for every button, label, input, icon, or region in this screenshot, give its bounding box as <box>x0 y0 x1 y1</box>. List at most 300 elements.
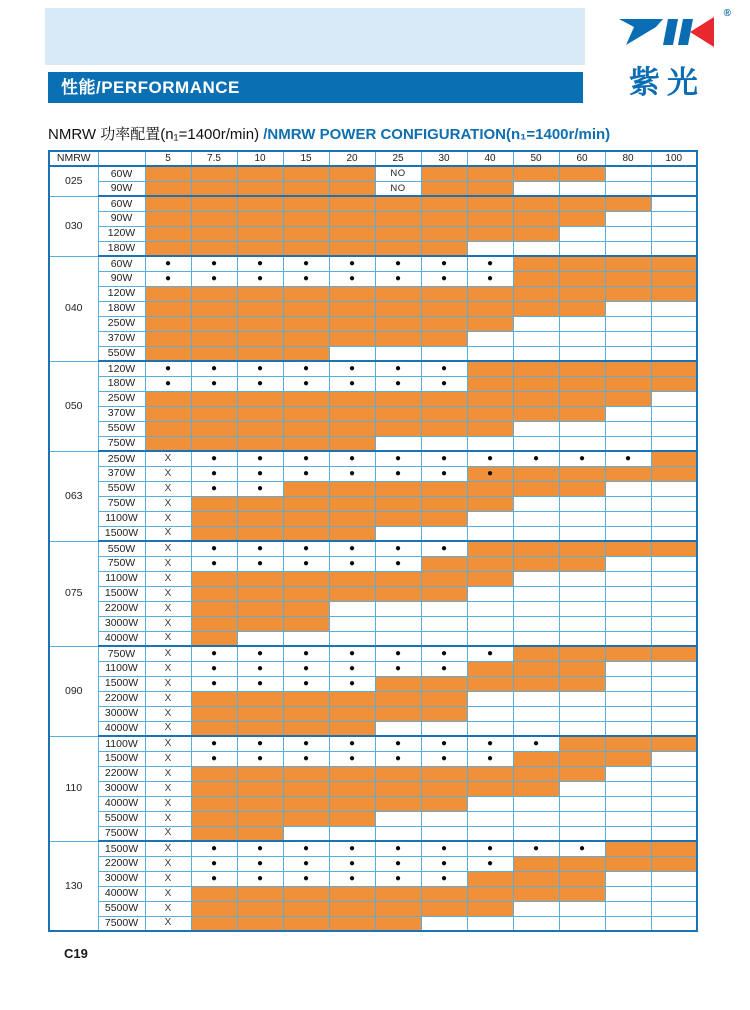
ratio-cell <box>467 286 513 301</box>
table-row <box>49 346 697 361</box>
ratio-cell: X <box>145 451 191 466</box>
ratio-cell <box>421 496 467 511</box>
ratio-cell: ● <box>329 466 375 481</box>
ratio-cell: ● <box>283 841 329 856</box>
ratio-cell <box>191 901 237 916</box>
ratio-cell <box>559 796 605 811</box>
table-row <box>49 661 697 676</box>
ratio-cell <box>605 736 651 751</box>
power-label: 1100W <box>98 511 145 526</box>
table-header-row <box>49 151 697 166</box>
ratio-cell: ● <box>329 751 375 766</box>
ratio-cell <box>375 436 421 451</box>
ratio-cell <box>375 526 421 541</box>
ratio-cell <box>559 691 605 706</box>
table-row <box>49 586 697 601</box>
ratio-cell <box>605 826 651 841</box>
ratio-cell: ● <box>421 466 467 481</box>
ratio-cell <box>513 466 559 481</box>
ratio-cell <box>329 481 375 496</box>
ratio-cell <box>467 526 513 541</box>
ratio-cell <box>375 796 421 811</box>
ratio-cell <box>605 496 651 511</box>
ratio-header: 40 <box>467 151 513 166</box>
ratio-cell <box>605 391 651 406</box>
table-row <box>49 466 697 481</box>
ratio-cell <box>651 496 697 511</box>
ratio-cell <box>559 661 605 676</box>
ratio-cell <box>605 571 651 586</box>
ratio-cell: ● <box>237 466 283 481</box>
ratio-cell <box>559 646 605 661</box>
ratio-cell <box>467 811 513 826</box>
ratio-cell: X <box>145 481 191 496</box>
power-label: 1100W <box>98 736 145 751</box>
ratio-cell <box>467 586 513 601</box>
ratio-cell: X <box>145 886 191 901</box>
power-configuration-table-wrap <box>48 150 698 932</box>
ratio-cell <box>467 226 513 241</box>
ratio-cell <box>421 676 467 691</box>
ratio-cell <box>145 346 191 361</box>
power-label: 550W <box>98 421 145 436</box>
ratio-cell <box>283 601 329 616</box>
ratio-cell <box>421 826 467 841</box>
ratio-cell <box>559 586 605 601</box>
table-row <box>49 706 697 721</box>
ratio-cell: ● <box>145 271 191 286</box>
ratio-cell <box>191 616 237 631</box>
ratio-cell <box>651 466 697 481</box>
ratio-cell: X <box>145 826 191 841</box>
ratio-cell: ● <box>375 751 421 766</box>
ratio-cell <box>145 316 191 331</box>
table-row <box>49 316 697 331</box>
ratio-cell <box>283 721 329 736</box>
table-row <box>49 496 697 511</box>
ratio-cell: ● <box>329 361 375 376</box>
ratio-cell <box>605 361 651 376</box>
table-row <box>49 751 697 766</box>
ratio-cell <box>375 811 421 826</box>
ratio-cell <box>651 451 697 466</box>
ratio-cell: ● <box>237 541 283 556</box>
ratio-cell <box>283 691 329 706</box>
ratio-cell <box>513 706 559 721</box>
table-row <box>49 856 697 871</box>
ratio-cell <box>559 226 605 241</box>
table-corner-blank <box>98 151 145 166</box>
ratio-cell: ● <box>191 256 237 271</box>
table-row <box>49 406 697 421</box>
ratio-cell <box>651 166 697 181</box>
ratio-cell <box>237 166 283 181</box>
table-row <box>49 181 697 196</box>
ratio-cell <box>237 301 283 316</box>
ratio-cell <box>559 916 605 931</box>
ratio-cell <box>605 901 651 916</box>
ratio-cell <box>651 361 697 376</box>
ratio-cell <box>191 811 237 826</box>
ratio-cell <box>191 346 237 361</box>
table-row <box>49 481 697 496</box>
ratio-cell <box>651 706 697 721</box>
ratio-cell <box>651 256 697 271</box>
ratio-cell: ● <box>375 271 421 286</box>
ratio-cell <box>191 691 237 706</box>
power-label: 1100W <box>98 571 145 586</box>
ratio-cell: ● <box>421 361 467 376</box>
ratio-cell <box>237 211 283 226</box>
ratio-cell: ● <box>237 481 283 496</box>
ratio-cell <box>513 631 559 646</box>
power-label: 60W <box>98 196 145 211</box>
ratio-cell: ● <box>237 646 283 661</box>
ratio-cell <box>191 286 237 301</box>
ratio-cell <box>329 496 375 511</box>
ratio-cell: ● <box>375 376 421 391</box>
power-label: 1100W <box>98 661 145 676</box>
power-label: 2200W <box>98 691 145 706</box>
table-row <box>49 736 697 751</box>
ratio-cell <box>283 331 329 346</box>
top-light-blue-band <box>45 8 585 65</box>
ratio-cell <box>237 421 283 436</box>
ratio-cell <box>559 526 605 541</box>
ratio-cell: ● <box>191 841 237 856</box>
ratio-cell <box>329 766 375 781</box>
ratio-cell <box>375 211 421 226</box>
ratio-cell <box>513 436 559 451</box>
ratio-cell <box>559 256 605 271</box>
ratio-cell <box>283 796 329 811</box>
ratio-cell <box>605 766 651 781</box>
ratio-cell: ● <box>329 646 375 661</box>
ratio-cell <box>375 631 421 646</box>
ratio-cell <box>283 526 329 541</box>
ratio-cell <box>283 241 329 256</box>
power-label: 3000W <box>98 706 145 721</box>
ratio-header: 15 <box>283 151 329 166</box>
ratio-cell: ● <box>375 556 421 571</box>
ratio-cell: X <box>145 661 191 676</box>
ratio-cell <box>651 346 697 361</box>
ratio-cell <box>421 331 467 346</box>
ratio-cell <box>651 271 697 286</box>
ratio-cell <box>329 181 375 196</box>
ratio-cell <box>375 316 421 331</box>
power-label: 60W <box>98 166 145 181</box>
ratio-cell <box>605 781 651 796</box>
ratio-cell <box>191 526 237 541</box>
table-row <box>49 811 697 826</box>
ratio-cell: ● <box>421 751 467 766</box>
ratio-cell <box>651 751 697 766</box>
ratio-cell <box>145 286 191 301</box>
ratio-cell <box>375 676 421 691</box>
ratio-cell: ● <box>421 376 467 391</box>
ratio-cell <box>421 406 467 421</box>
ratio-cell: ● <box>283 271 329 286</box>
ratio-cell <box>513 166 559 181</box>
ratio-cell <box>329 886 375 901</box>
ratio-cell <box>513 211 559 226</box>
ratio-cell <box>329 916 375 931</box>
ratio-cell <box>559 286 605 301</box>
ratio-cell <box>375 286 421 301</box>
ratio-cell <box>145 196 191 211</box>
ratio-cell: ● <box>467 856 513 871</box>
power-label: 250W <box>98 316 145 331</box>
ratio-cell: ● <box>329 271 375 286</box>
table-row <box>49 916 697 931</box>
group-label: 090 <box>49 646 98 736</box>
ratio-cell <box>513 241 559 256</box>
ratio-cell <box>329 331 375 346</box>
ratio-cell <box>421 166 467 181</box>
table-row <box>49 826 697 841</box>
ratio-cell: ● <box>329 451 375 466</box>
ratio-cell <box>651 676 697 691</box>
ratio-cell <box>513 316 559 331</box>
ratio-cell <box>375 766 421 781</box>
ratio-cell <box>283 586 329 601</box>
ratio-cell: X <box>145 691 191 706</box>
ratio-cell <box>237 706 283 721</box>
ratio-cell <box>605 436 651 451</box>
ratio-cell <box>237 496 283 511</box>
ratio-cell <box>467 361 513 376</box>
ratio-cell: ● <box>375 451 421 466</box>
ratio-cell <box>605 706 651 721</box>
ratio-cell <box>283 166 329 181</box>
table-row <box>49 886 697 901</box>
ratio-cell <box>651 811 697 826</box>
ratio-cell <box>513 856 559 871</box>
ratio-cell <box>559 781 605 796</box>
ratio-cell: X <box>145 556 191 571</box>
ratio-header: 25 <box>375 151 421 166</box>
ratio-cell <box>559 496 605 511</box>
ratio-cell <box>605 796 651 811</box>
table-row <box>49 796 697 811</box>
ratio-cell <box>605 286 651 301</box>
ratio-cell <box>605 721 651 736</box>
ratio-cell <box>513 751 559 766</box>
ratio-cell <box>559 706 605 721</box>
ratio-cell <box>605 646 651 661</box>
ratio-cell <box>467 691 513 706</box>
power-label: 7500W <box>98 916 145 931</box>
ratio-cell <box>375 571 421 586</box>
ratio-cell <box>329 421 375 436</box>
ratio-cell <box>651 286 697 301</box>
power-label: 550W <box>98 346 145 361</box>
ratio-cell <box>513 361 559 376</box>
ratio-cell: ● <box>283 856 329 871</box>
table-row <box>49 631 697 646</box>
ratio-cell: ● <box>467 646 513 661</box>
ratio-cell: NO <box>375 166 421 181</box>
ratio-cell <box>237 571 283 586</box>
ratio-cell <box>605 631 651 646</box>
ratio-cell <box>513 886 559 901</box>
ratio-cell <box>605 346 651 361</box>
ratio-cell <box>283 481 329 496</box>
ratio-cell: ● <box>375 841 421 856</box>
power-label: 750W <box>98 646 145 661</box>
ratio-cell <box>329 571 375 586</box>
ratio-cell <box>605 556 651 571</box>
ratio-cell <box>237 226 283 241</box>
ratio-cell <box>191 781 237 796</box>
ratio-cell <box>237 316 283 331</box>
ratio-cell: ● <box>329 676 375 691</box>
brand-name-cn: 紫光 <box>629 65 705 100</box>
ratio-cell <box>421 811 467 826</box>
ratio-cell: ● <box>513 736 559 751</box>
table-row <box>49 601 697 616</box>
ratio-cell <box>191 226 237 241</box>
ratio-cell: ● <box>421 646 467 661</box>
ratio-cell: X <box>145 706 191 721</box>
ratio-cell: ● <box>467 451 513 466</box>
ratio-cell: ● <box>191 856 237 871</box>
ratio-cell <box>559 316 605 331</box>
power-label: 550W <box>98 541 145 556</box>
ratio-cell <box>237 766 283 781</box>
power-label: 5500W <box>98 901 145 916</box>
ratio-cell <box>559 826 605 841</box>
ratio-cell <box>421 901 467 916</box>
ratio-cell <box>421 301 467 316</box>
ratio-cell: ● <box>421 841 467 856</box>
ratio-cell <box>651 781 697 796</box>
ratio-cell: X <box>145 466 191 481</box>
ratio-header: 80 <box>605 151 651 166</box>
ratio-cell <box>375 691 421 706</box>
ratio-cell <box>467 301 513 316</box>
table-row <box>49 271 697 286</box>
ratio-cell: ● <box>283 646 329 661</box>
ratio-cell: ● <box>375 466 421 481</box>
ratio-cell <box>421 241 467 256</box>
ratio-cell <box>513 661 559 676</box>
ratio-cell <box>467 436 513 451</box>
ratio-cell: ● <box>467 466 513 481</box>
ratio-cell <box>467 316 513 331</box>
ratio-cell <box>421 391 467 406</box>
ratio-cell <box>283 511 329 526</box>
power-label: 550W <box>98 481 145 496</box>
table-row <box>49 616 697 631</box>
ratio-cell <box>559 556 605 571</box>
ratio-cell: ● <box>375 871 421 886</box>
power-label: 4000W <box>98 631 145 646</box>
ratio-cell: ● <box>237 736 283 751</box>
ratio-cell <box>237 436 283 451</box>
ratio-cell <box>329 826 375 841</box>
ratio-cell <box>375 781 421 796</box>
ratio-cell: ● <box>191 661 237 676</box>
ratio-cell <box>375 496 421 511</box>
ratio-cell <box>375 301 421 316</box>
table-row <box>49 556 697 571</box>
ratio-cell: ● <box>237 841 283 856</box>
ratio-cell: ● <box>191 451 237 466</box>
ratio-cell <box>467 916 513 931</box>
ratio-cell: ● <box>605 451 651 466</box>
table-row <box>49 571 697 586</box>
ratio-cell <box>191 211 237 226</box>
ratio-cell <box>421 631 467 646</box>
ratio-cell: ● <box>191 871 237 886</box>
ratio-cell: ● <box>191 481 237 496</box>
ratio-cell <box>513 601 559 616</box>
ratio-cell <box>513 376 559 391</box>
power-label: 90W <box>98 271 145 286</box>
ratio-header: 100 <box>651 151 697 166</box>
power-label: 60W <box>98 256 145 271</box>
table-row <box>49 391 697 406</box>
table-row <box>49 226 697 241</box>
ratio-cell: X <box>145 811 191 826</box>
ratio-cell: ● <box>283 556 329 571</box>
ratio-cell <box>191 586 237 601</box>
ratio-cell <box>283 616 329 631</box>
ratio-cell <box>237 781 283 796</box>
ratio-cell <box>329 781 375 796</box>
ratio-cell <box>191 916 237 931</box>
ratio-cell <box>283 181 329 196</box>
ratio-cell <box>513 331 559 346</box>
ratio-cell <box>329 601 375 616</box>
ratio-cell <box>237 811 283 826</box>
ratio-cell: X <box>145 916 191 931</box>
table-row <box>49 286 697 301</box>
ratio-cell <box>329 346 375 361</box>
ratio-cell: ● <box>283 751 329 766</box>
ratio-cell: X <box>145 496 191 511</box>
ratio-cell <box>191 391 237 406</box>
zik-logo-icon <box>615 14 719 50</box>
table-row <box>49 871 697 886</box>
ratio-cell <box>513 526 559 541</box>
ratio-cell: ● <box>191 736 237 751</box>
ratio-cell <box>513 811 559 826</box>
ratio-cell: ● <box>191 466 237 481</box>
ratio-cell <box>651 856 697 871</box>
ratio-cell: ● <box>237 256 283 271</box>
ratio-cell <box>559 376 605 391</box>
ratio-cell: X <box>145 526 191 541</box>
ratio-cell <box>651 196 697 211</box>
ratio-cell: ● <box>283 661 329 676</box>
ratio-cell: ● <box>283 256 329 271</box>
ratio-cell <box>237 826 283 841</box>
ratio-cell <box>467 241 513 256</box>
ratio-cell <box>559 856 605 871</box>
ratio-cell: ● <box>375 256 421 271</box>
section-header-label: 性能/PERFORMANCE <box>61 78 240 97</box>
ratio-cell <box>605 526 651 541</box>
ratio-cell <box>559 766 605 781</box>
ratio-cell <box>237 406 283 421</box>
ratio-cell <box>329 586 375 601</box>
ratio-cell <box>559 511 605 526</box>
ratio-cell <box>375 226 421 241</box>
ratio-cell <box>191 301 237 316</box>
